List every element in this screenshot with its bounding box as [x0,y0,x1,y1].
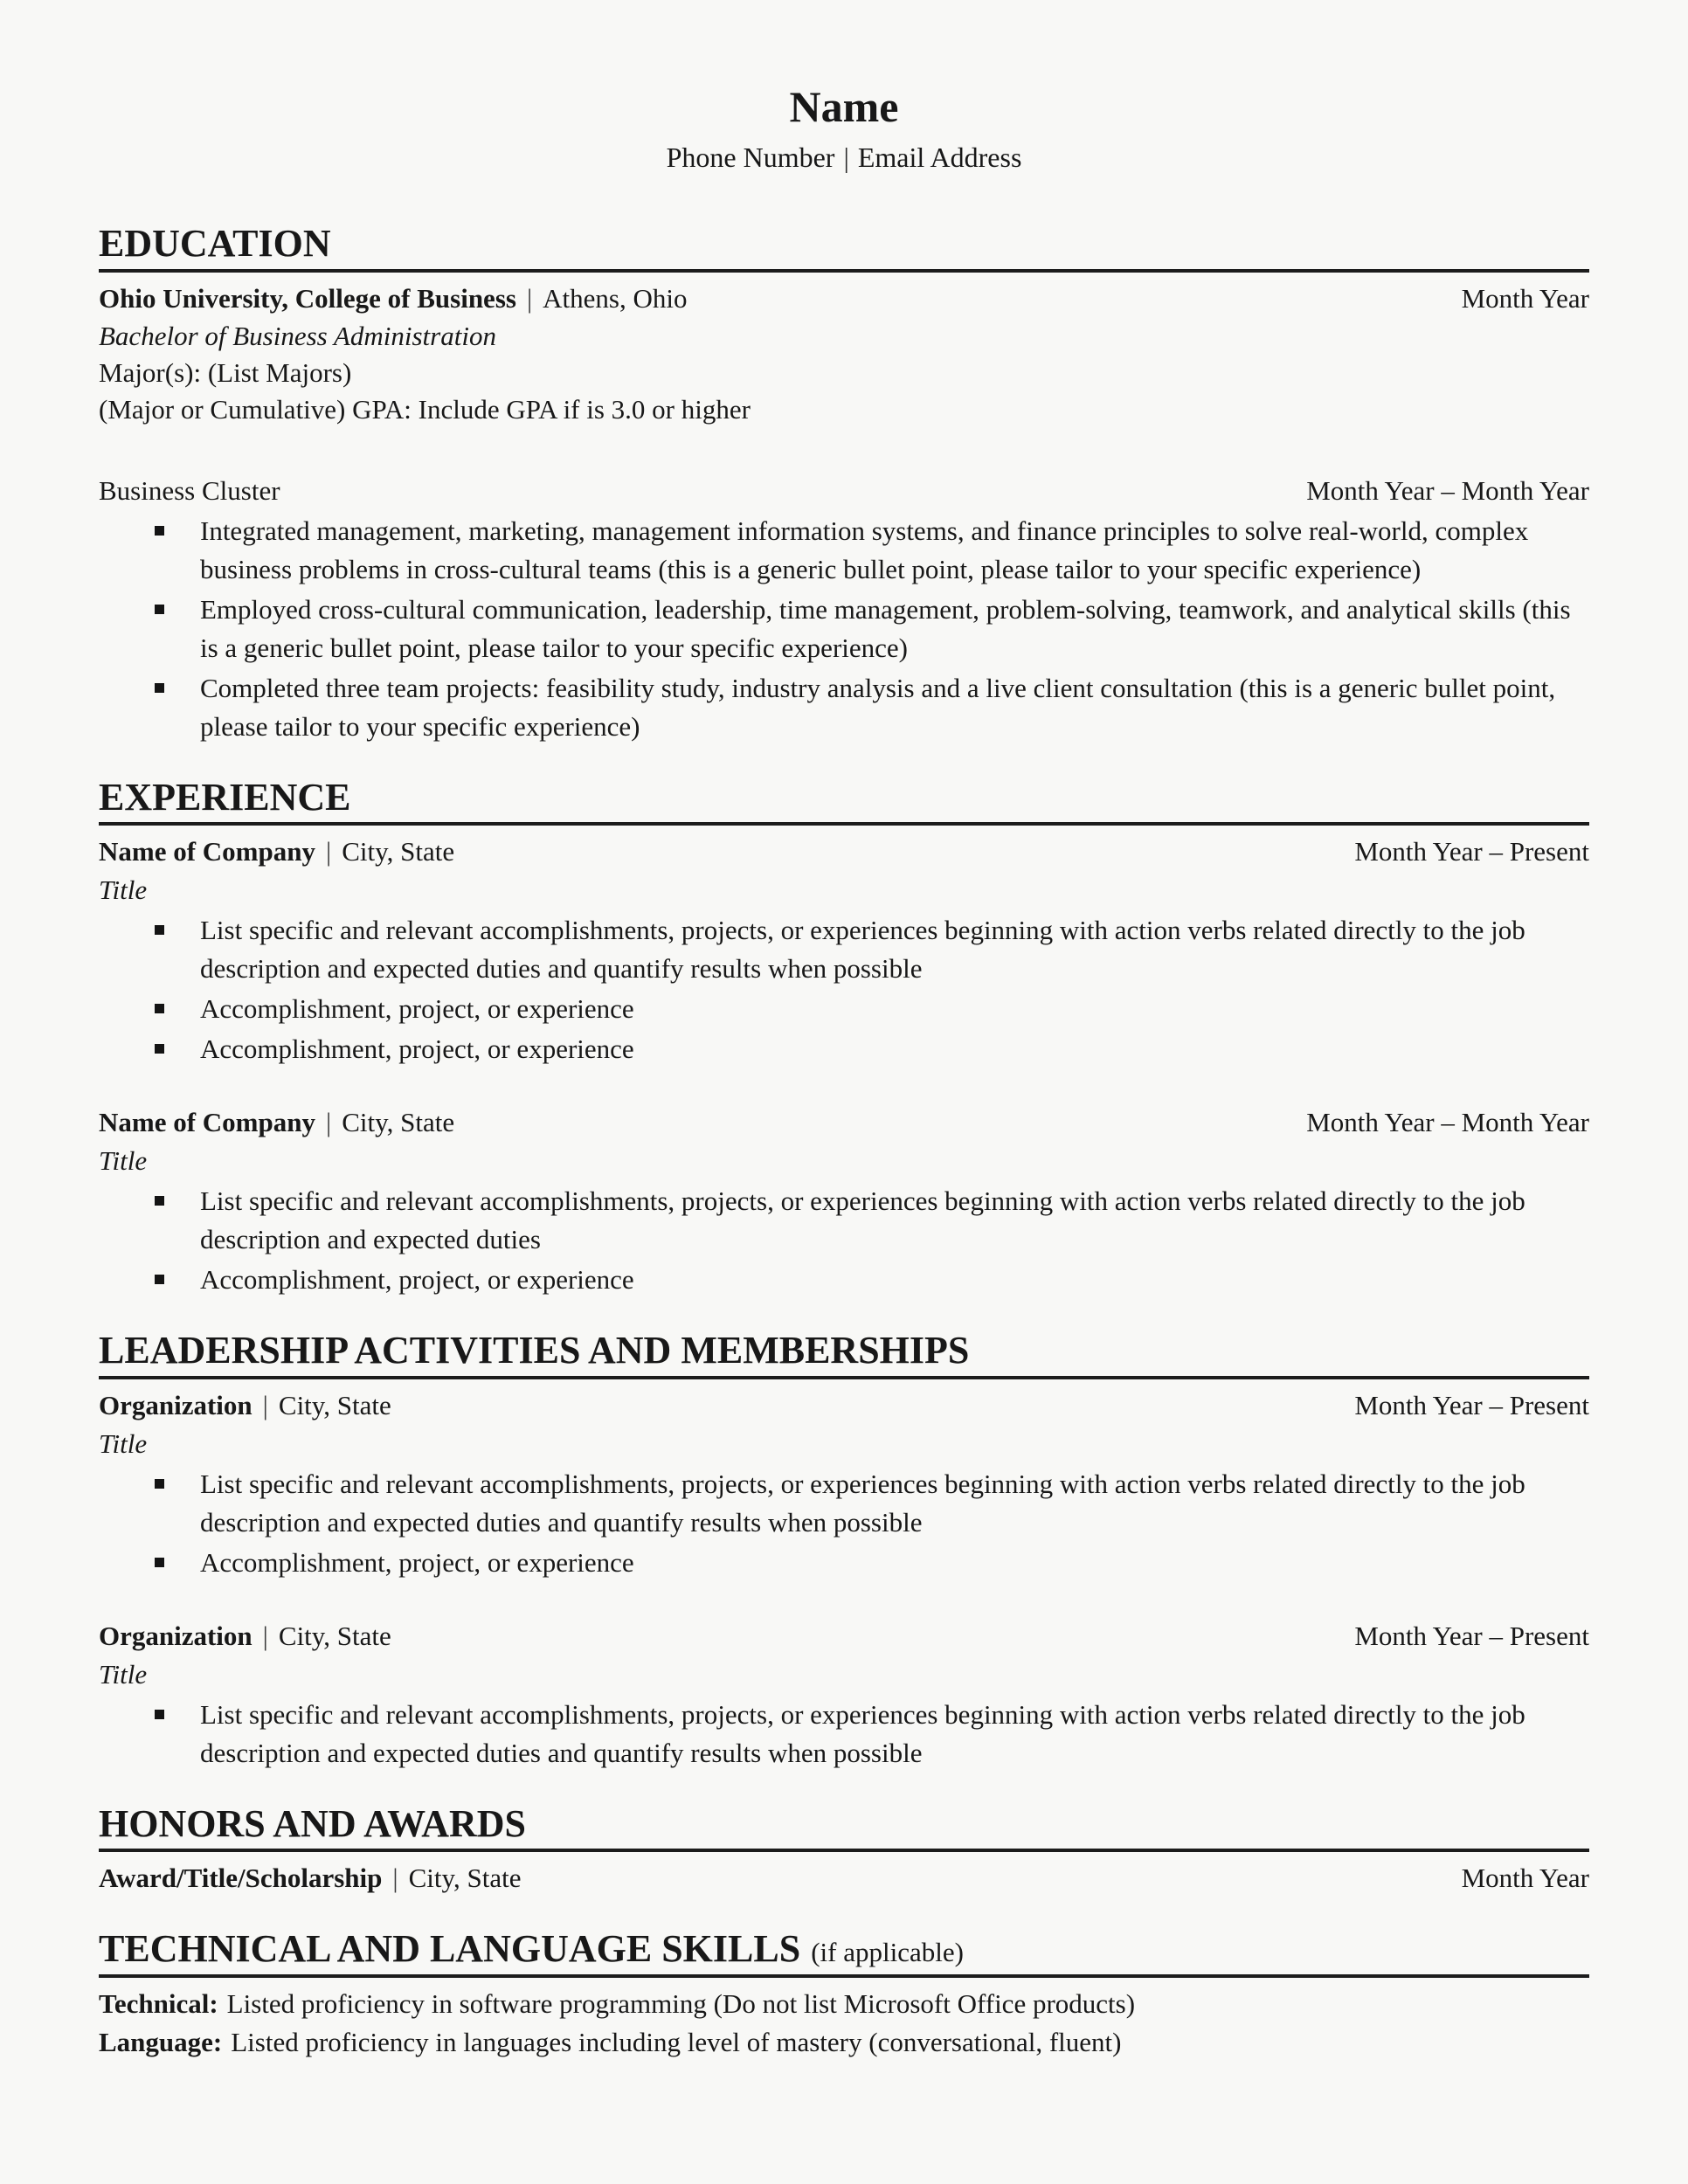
skills-heading-text: TECHNICAL AND LANGUAGE SKILLS [99,1927,801,1971]
entry-head [99,1617,1589,1655]
technical-label: Technical: [99,1987,218,2019]
institution-name: Ohio University, College of Business [99,282,516,314]
honors-entry [99,1859,1589,1897]
award-date: Month Year [1461,1863,1589,1894]
bullet-list [99,911,1589,1068]
experience-date: Month Year – Month Year [1306,1107,1589,1138]
skills-section [99,1985,1589,2062]
separator: | [326,836,332,867]
language-text: Listed proficiency in languages including level of mastery (conversational, fluent) [231,2026,1122,2057]
education-entry [99,280,1589,428]
technical-skill-line [99,1985,1589,2023]
bullet-item [99,1696,1589,1773]
leadership-title: Title [99,1658,148,1690]
separator: | [526,282,533,314]
bullet-item [99,1030,1589,1068]
entry-head-left [99,833,454,871]
honors-heading: HONORS AND AWARDS [99,1802,1589,1853]
email-address: Email Address [857,142,1022,173]
phone-number: Phone Number [666,142,835,173]
bullet-item [99,512,1589,589]
bullet-item [99,591,1589,667]
bullet-square-icon [155,526,164,536]
bullet-text: Accomplishment, project, or experience [200,1033,634,1065]
bullet-text: List specific and relevant accomplishments, projects, or experiences beginning with action verbs related directly to the job description and expected duties and quantify results when possible [200,1468,1525,1538]
bullet-text: Accomplishment, project, or experience [200,1264,634,1296]
bullet-item [99,990,1589,1028]
bullet-square-icon [155,1044,164,1054]
cluster-date: Month Year – Month Year [1306,474,1589,506]
skills-heading-note: (if applicable) [811,1937,964,1968]
leadership-date: Month Year – Present [1354,1620,1589,1651]
bullet-item [99,1182,1589,1259]
gpa-line: (Major or Cumulative) GPA: Include GPA if is 3.0 or higher [99,393,751,425]
entry-head-left [99,1859,522,1897]
bullet-square-icon [155,1004,164,1013]
bullet-square-icon [155,1196,164,1206]
entry-head [99,472,1589,510]
organization-location: City, State [278,1620,391,1651]
entry-head-left [99,1617,391,1655]
bullet-text: List specific and relevant accomplishments, projects, or experiences beginning with action verbs related directly to the job description and expected duties [200,1185,1525,1255]
experience-heading: EXPERIENCE [99,776,1589,826]
education-section [99,280,1589,746]
education-date: Month Year [1461,282,1589,314]
job-title: Title [99,1145,148,1177]
bullet-text: Integrated management, marketing, management information systems, and finance principles to solve real-world, complex business problems in cross-cultural teams (this is a generic bullet point, please tailor to your specific experience) [200,515,1529,584]
experience-entry-2 [99,1103,1589,1299]
entry-head-left [99,280,688,318]
bullet-item [99,1465,1589,1542]
company-location: City, State [342,836,455,867]
leadership-date: Month Year – Present [1354,1389,1589,1420]
majors-line: Major(s): (List Majors) [99,356,352,388]
experience-entry-1 [99,833,1589,1068]
job-title: Title [99,874,148,906]
separator: | [262,1389,268,1420]
language-skill-line [99,2023,1589,2062]
bullet-text: Accomplishment, project, or experience [200,993,634,1025]
company-name: Name of Company [99,836,315,867]
bullet-item [99,911,1589,988]
cluster-name: Business Cluster [99,474,280,506]
leadership-entry-2 [99,1617,1589,1773]
business-cluster-entry [99,472,1589,746]
bullet-text: List specific and relevant accomplishments, projects, or experiences beginning with action verbs related directly to the job description and expected duties and quantify results when possible [200,915,1525,985]
separator: | [392,1863,398,1894]
bullet-text: List specific and relevant accomplishments, projects, or experiences beginning with action verbs related directly to the job description and expected duties and quantify results when possible [200,1698,1525,1768]
bullet-text: Employed cross-cultural communication, leadership, time management, problem-solving, teamwork, and analytical skills (this is a generic bullet point, please tailor to your specific experience) [200,593,1571,663]
bullet-list [99,512,1589,746]
skills-heading [99,1927,1589,1978]
bullet-square-icon [155,1710,164,1719]
bullet-square-icon [155,925,164,935]
leadership-section [99,1386,1589,1773]
honors-section [99,1859,1589,1897]
experience-section [99,833,1589,1299]
award-location: City, State [408,1863,522,1894]
bullet-item [99,1261,1589,1299]
organization-name: Organization [99,1620,253,1651]
entry-head [99,1103,1589,1142]
technical-text: Listed proficiency in software programming (Do not list Microsoft Office products) [226,1987,1136,2019]
bullet-square-icon [155,1479,164,1489]
entry-head [99,1859,1589,1897]
bullet-text: Completed three team projects: feasibility study, industry analysis and a live client consultation (this is a generic bullet point, please tailor to your specific experience) [200,672,1556,742]
organization-location: City, State [278,1389,391,1420]
contact-line [99,138,1589,176]
bullet-square-icon [155,1275,164,1284]
entry-head [99,280,1589,318]
company-name: Name of Company [99,1107,315,1138]
degree-line: Bachelor of Business Administration [99,320,496,351]
separator: | [326,1107,332,1138]
bullet-item [99,669,1589,746]
organization-name: Organization [99,1389,253,1420]
entry-head [99,833,1589,871]
entry-head-left [99,1103,454,1142]
bullet-square-icon [155,605,164,614]
leadership-entry-1 [99,1386,1589,1582]
institution-location: Athens, Ohio [543,282,688,314]
bullet-item [99,1544,1589,1582]
contact-separator: | [843,142,849,173]
resume-name: Name [789,82,899,131]
entry-head-left [99,1386,391,1425]
leadership-heading: LEADERSHIP ACTIVITIES AND MEMBERSHIPS [99,1329,1589,1379]
bullet-list [99,1182,1589,1299]
entry-head [99,1386,1589,1425]
company-location: City, State [342,1107,455,1138]
award-name: Award/Title/Scholarship [99,1863,383,1894]
bullet-square-icon [155,1558,164,1567]
language-label: Language: [99,2026,223,2057]
leadership-title: Title [99,1427,148,1459]
education-heading: EDUCATION [99,222,1589,273]
bullet-list [99,1465,1589,1582]
bullet-text: Accomplishment, project, or experience [200,1546,634,1578]
bullet-square-icon [155,683,164,693]
separator: | [262,1620,268,1651]
experience-date: Month Year – Present [1354,836,1589,867]
bullet-list [99,1696,1589,1773]
